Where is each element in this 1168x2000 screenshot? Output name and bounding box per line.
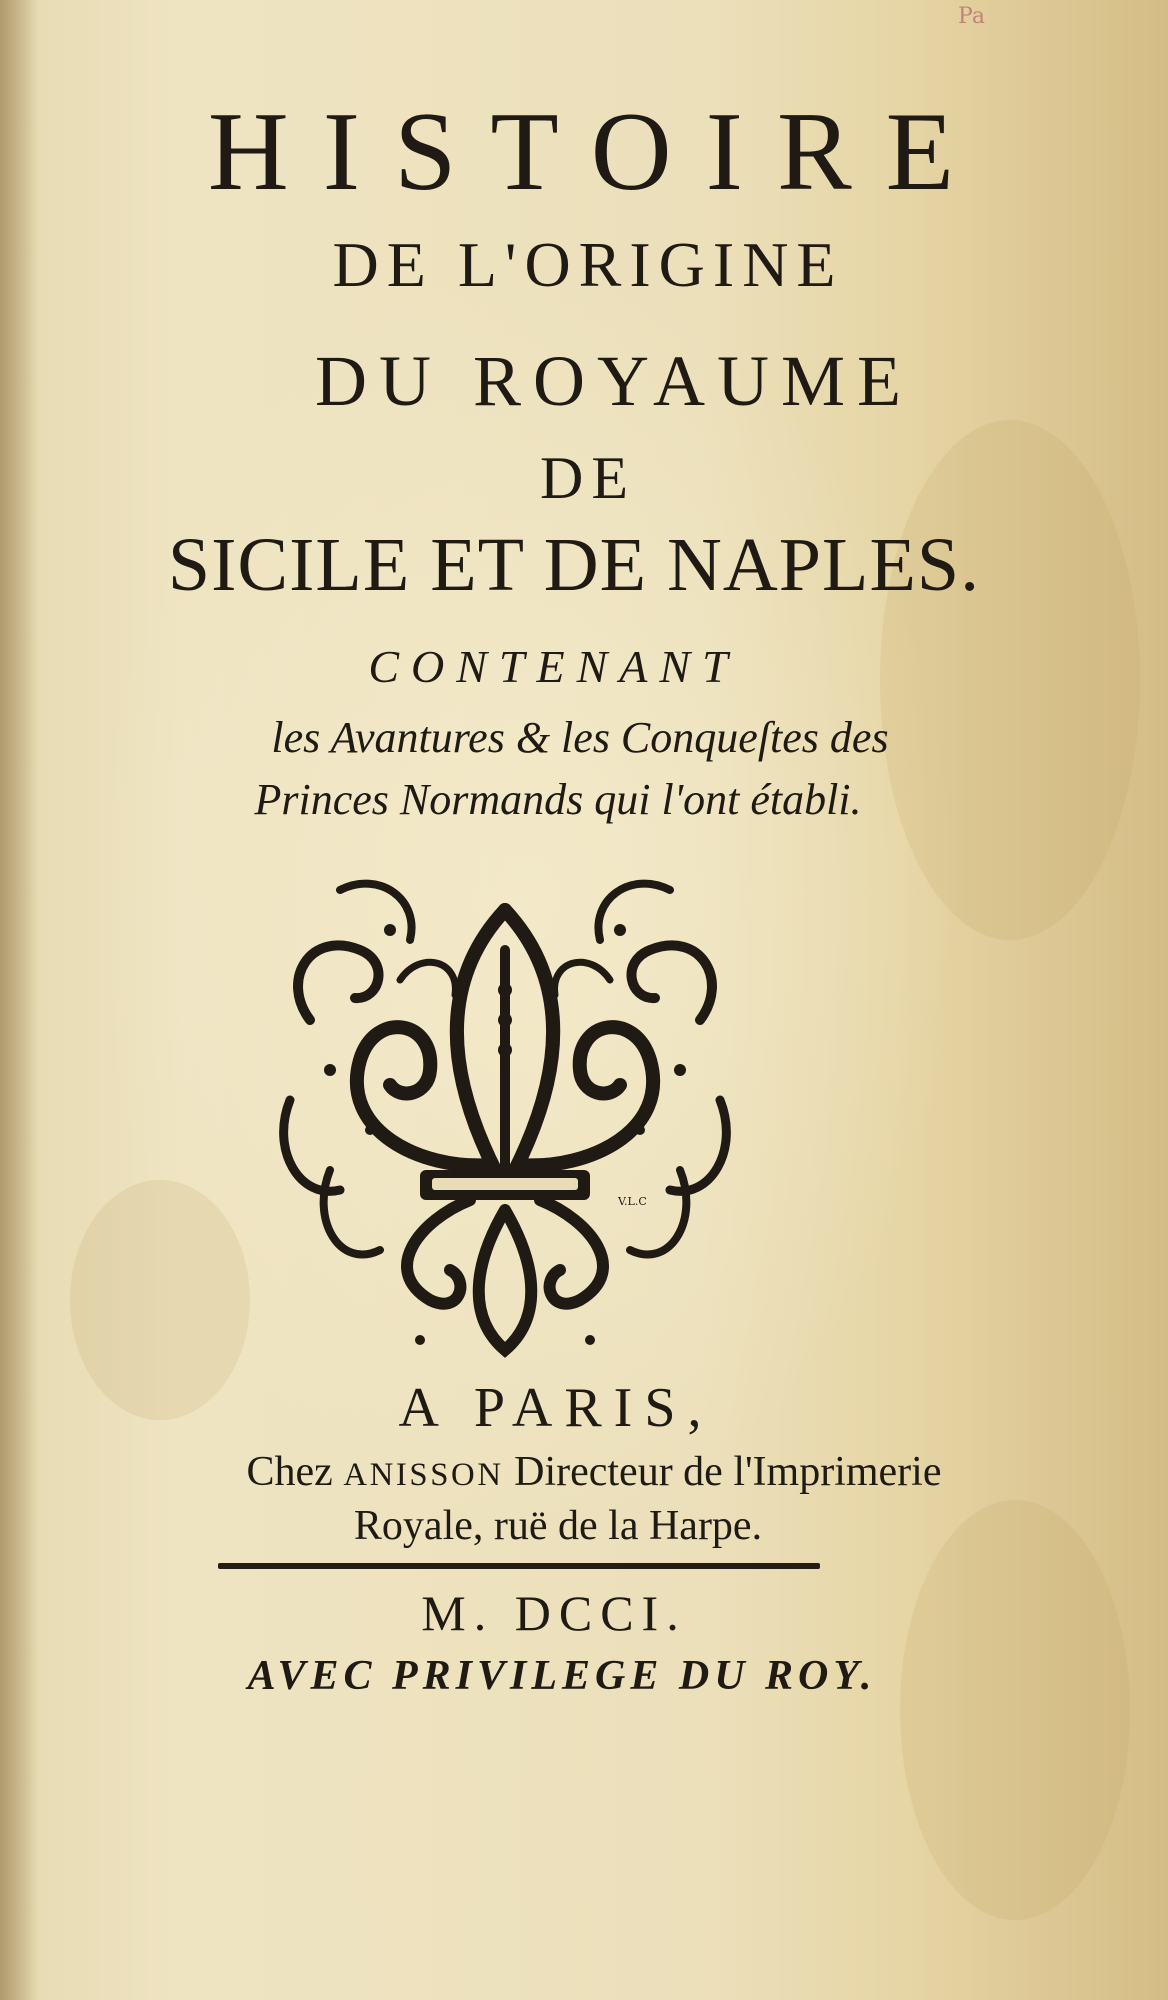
foxing-stain [900,1500,1130,1920]
subtitle-contenant: CONTENANT [368,641,740,692]
publication-date: M. DCCI. [421,1585,687,1641]
title-line-de: DE [540,445,636,511]
publisher-name: ANISSON [343,1457,504,1493]
divider-rule [218,1563,820,1569]
title-line-origine: DE L'ORIGINE [332,229,844,300]
imprint-publisher [10,1448,1168,1496]
engraver-mark: V.L.C [618,1195,647,1208]
title-line-sicile: SICILE ET DE NAPLES. [167,523,981,607]
publisher-prefix: Chez [246,1449,344,1495]
royal-privilege: AVEC PRIVILEGE DU ROY. [247,1653,877,1699]
title-line-royaume: DU ROYAUME [314,341,914,421]
title-line-histoire: HISTOIRE [207,90,989,214]
subtitle-line-princes: Princes Normands qui l'ont établi. [254,775,862,824]
imprint-address: Royale, ruë de la Harpe. [353,1503,763,1549]
imprint-place: A PARIS, [398,1377,714,1439]
publisher-suffix: Directeur de l'Imprimerie [503,1449,942,1495]
fleur-de-lis-icon [270,870,740,1360]
shelfmark: Pa [958,4,985,29]
subtitle-line-avantures: les Avantures & les Conqueſtes des [271,713,889,762]
